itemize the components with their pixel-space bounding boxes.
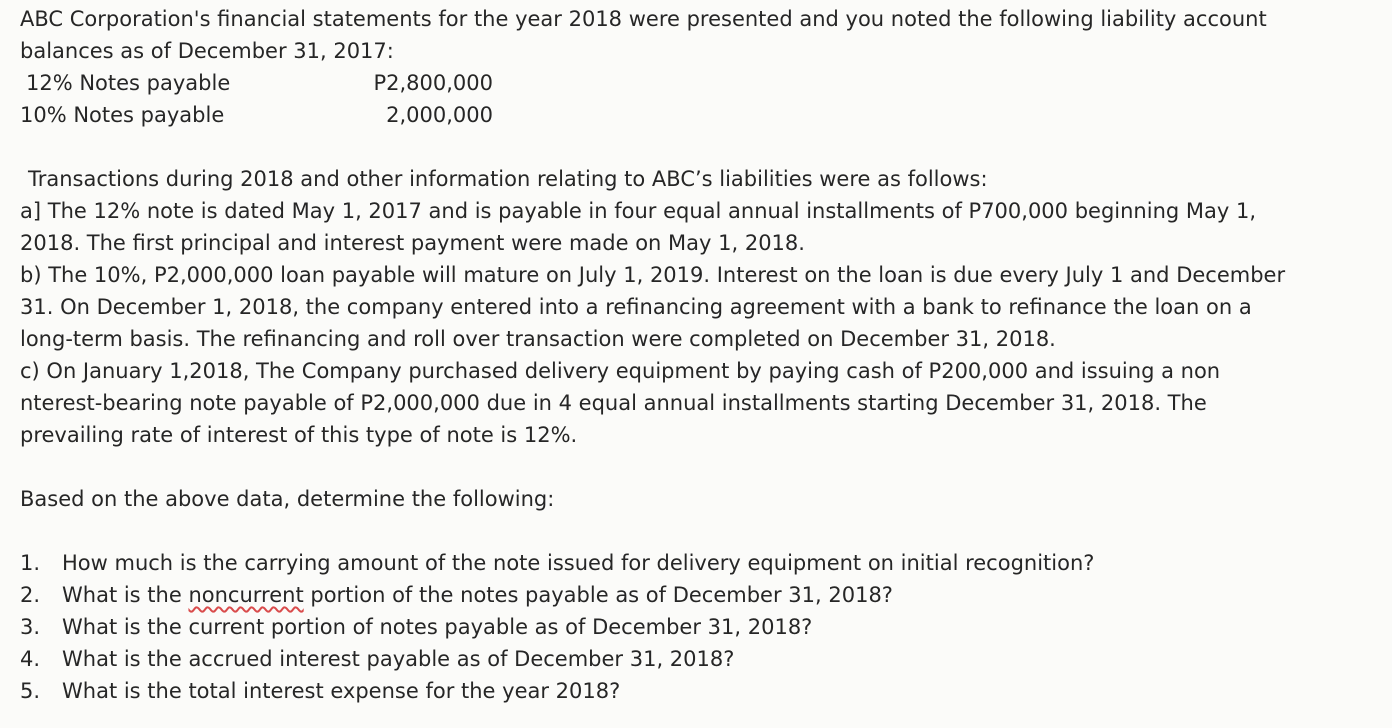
item-a-line: 2018. The first principal and interest payment were made on May 1, 2018. xyxy=(20,231,805,255)
balance-label: 10% Notes payable xyxy=(20,103,225,127)
question-list xyxy=(20,547,1392,707)
item-b-line: 31. On December 1, 2018, the company entered into a refinancing agreement with a bank to refinance the loan on a xyxy=(20,295,1252,319)
question-text xyxy=(62,579,893,611)
question-text-pre: What is the xyxy=(62,583,189,607)
balance-row-12pct xyxy=(26,67,1392,99)
question-number: 1. xyxy=(20,551,41,575)
question-text-post: portion of the notes payable as of December 31, 2018? xyxy=(303,583,893,607)
determine-prompt: Based on the above data, determine the following: xyxy=(20,487,555,511)
question-text: What is the accrued interest payable as of December 31, 2018? xyxy=(62,647,735,671)
balance-amount: 2,000,000 xyxy=(386,103,493,127)
question-text: What is the current portion of notes payable as of December 31, 2018? xyxy=(62,615,813,639)
item-a xyxy=(20,195,1392,259)
item-b-line: long-term basis. The refinancing and roll over transaction were completed on December 31, 2018. xyxy=(20,327,1056,351)
intro-line-2: balances as of December 31, 2017: xyxy=(20,39,394,63)
item-a-line: a] The 12% note is dated May 1, 2017 and is payable in four equal annual installments of P700,000 beginning May 1, xyxy=(20,199,1257,223)
transactions-intro: Transactions during 2018 and other information relating to ABC’s liabilities were as follows: xyxy=(28,167,988,191)
question-text: How much is the carrying amount of the note issued for delivery equipment on initial recognition? xyxy=(62,551,1095,575)
balance-row-10pct xyxy=(20,99,1392,131)
question-text: What is the total interest expense for the year 2018? xyxy=(62,679,621,703)
question-item xyxy=(20,675,1392,707)
question-number: 3. xyxy=(20,615,41,639)
question-item xyxy=(20,643,1392,675)
intro-line-1: ABC Corporation's financial statements for the year 2018 were presented and you noted the following liability account xyxy=(20,7,1267,31)
item-c-line: nterest-bearing note payable of P2,000,000 due in 4 equal annual installments starting December 31, 2018. The xyxy=(20,391,1207,415)
question-number: 4. xyxy=(20,647,41,671)
spellcheck-flagged-word[interactable]: noncurrent xyxy=(188,583,304,607)
item-b xyxy=(20,259,1392,355)
question-item xyxy=(20,611,1392,643)
item-b-line: b) The 10%, P2,000,000 loan payable will mature on July 1, 2019. Interest on the loan is due every July 1 and December xyxy=(20,263,1286,287)
question-number: 2. xyxy=(20,583,41,607)
item-c-line: c) On January 1,2018, The Company purchased delivery equipment by paying cash of P200,000 and issuing a non xyxy=(20,359,1221,383)
item-c-line: prevailing rate of interest of this type of note is 12%. xyxy=(20,423,578,447)
question-number: 5. xyxy=(20,679,41,703)
balance-label: 12% Notes payable xyxy=(26,71,231,95)
question-item xyxy=(20,547,1392,579)
liability-balances xyxy=(20,67,1392,131)
balance-amount: P2,800,000 xyxy=(373,71,493,95)
question-item xyxy=(20,579,1392,611)
item-c xyxy=(20,355,1392,451)
